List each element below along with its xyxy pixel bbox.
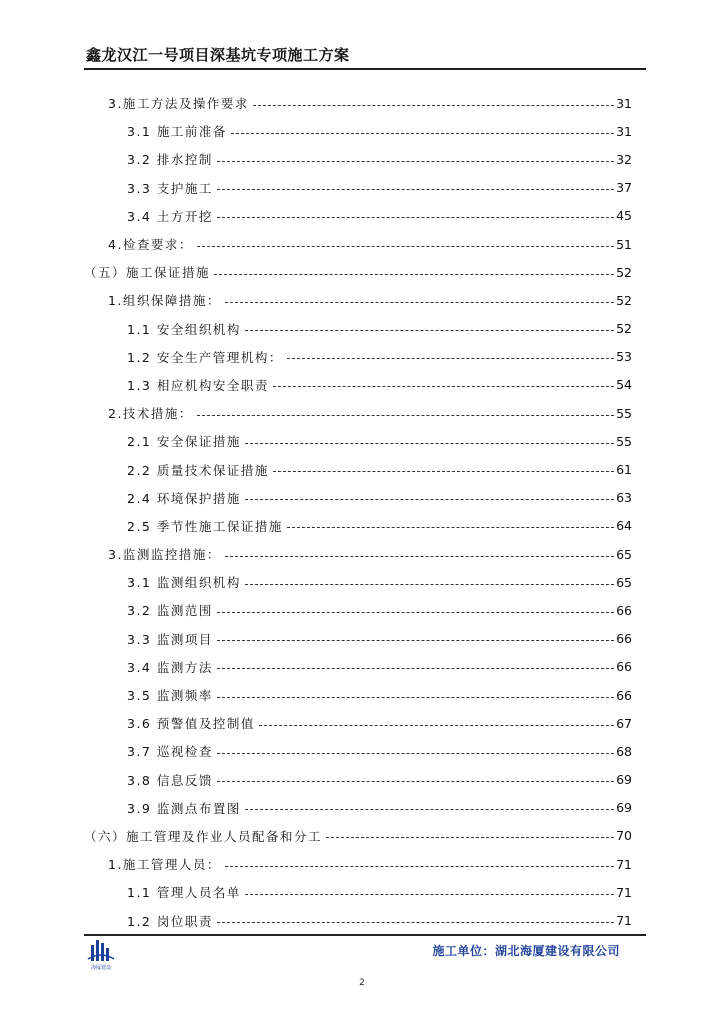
toc-entry-page-number: 61 <box>616 462 632 478</box>
toc-dot-leader <box>245 893 614 895</box>
page-number: 2 <box>359 978 365 988</box>
toc-dot-leader <box>231 132 614 134</box>
toc-entry-label: 2.技术措施： <box>108 406 193 422</box>
toc-dot-leader <box>225 865 614 867</box>
toc-entry-page-number: 51 <box>616 236 632 252</box>
toc-dot-leader <box>217 188 614 190</box>
table-of-contents <box>84 89 632 935</box>
toc-entry[interactable] <box>84 399 632 427</box>
header-divider <box>84 68 646 70</box>
toc-entry[interactable] <box>84 766 632 794</box>
toc-entry-label: 1.施工管理人员： <box>108 857 221 873</box>
toc-entry[interactable] <box>84 484 632 512</box>
toc-entry[interactable] <box>84 427 632 455</box>
toc-entry-page-number: 71 <box>616 856 632 872</box>
toc-entry-label: 3.5 监测频率 <box>127 688 213 704</box>
toc-entry[interactable] <box>84 258 632 286</box>
toc-entry-label: 3.2 排水控制 <box>127 152 213 168</box>
toc-entry-label: 3.6 预警值及控制值 <box>127 716 255 732</box>
toc-entry[interactable] <box>84 737 632 765</box>
footer-company-name: 施工单位：湖北海厦建设有限公司 <box>432 944 620 958</box>
toc-entry-page-number: 66 <box>616 687 632 703</box>
toc-dot-leader <box>217 696 614 698</box>
toc-dot-leader <box>197 245 614 247</box>
toc-entry[interactable] <box>84 681 632 709</box>
toc-entry[interactable] <box>84 343 632 371</box>
toc-dot-leader <box>273 470 614 472</box>
toc-entry-page-number: 65 <box>616 546 632 562</box>
toc-dot-leader <box>217 216 614 218</box>
toc-entry-label: 1.2 安全生产管理机构： <box>127 349 283 365</box>
toc-entry-label: （五）施工保证措施 <box>84 265 211 281</box>
footer-divider <box>84 934 646 936</box>
toc-entry[interactable] <box>84 455 632 483</box>
toc-dot-leader <box>217 921 614 923</box>
toc-entry-label: 2.1 安全保证措施 <box>127 434 241 450</box>
toc-entry-label: 3.4 监测方法 <box>127 659 213 675</box>
toc-entry-page-number: 66 <box>616 659 632 675</box>
toc-entry[interactable] <box>84 202 632 230</box>
toc-entry[interactable] <box>84 794 632 822</box>
toc-entry-label: 1.组织保障措施： <box>108 293 221 309</box>
toc-entry[interactable] <box>84 850 632 878</box>
document-header-title: 鑫龙汉江一号项目深基坑专项施工方案 <box>86 46 350 64</box>
toc-entry[interactable] <box>84 878 632 906</box>
toc-entry-label: 1.1 安全组织机构 <box>127 321 241 337</box>
toc-entry[interactable] <box>84 286 632 314</box>
toc-entry[interactable] <box>84 822 632 850</box>
toc-dot-leader <box>245 583 614 585</box>
company-logo-icon <box>86 937 116 971</box>
toc-entry-label: 3.1 施工前准备 <box>127 124 227 140</box>
toc-entry-page-number: 66 <box>616 602 632 618</box>
toc-entry-label: 3.施工方法及操作要求 <box>108 96 249 112</box>
toc-entry-page-number: 31 <box>616 123 632 139</box>
toc-dot-leader <box>326 836 614 838</box>
toc-dot-leader <box>287 526 614 528</box>
toc-entry-page-number: 52 <box>616 264 632 280</box>
toc-entry[interactable] <box>84 89 632 117</box>
toc-dot-leader <box>217 160 614 162</box>
toc-entry[interactable] <box>84 568 632 596</box>
toc-entry-page-number: 55 <box>616 433 632 449</box>
toc-entry-page-number: 68 <box>616 743 632 759</box>
toc-entry-label: 3.8 信息反馈 <box>127 772 213 788</box>
toc-entry-page-number: 31 <box>616 95 632 111</box>
toc-entry-page-number: 69 <box>616 800 632 816</box>
toc-entry-page-number: 53 <box>616 349 632 365</box>
toc-dot-leader <box>273 385 614 387</box>
toc-entry-label: 3.1 监测组织机构 <box>127 575 241 591</box>
toc-entry-page-number: 55 <box>616 405 632 421</box>
toc-entry-page-number: 70 <box>616 828 632 844</box>
logo-text: 海厦建设 <box>90 965 112 971</box>
toc-entry-label: 3.4 土方开挖 <box>127 208 213 224</box>
toc-entry[interactable] <box>84 371 632 399</box>
toc-entry[interactable] <box>84 315 632 343</box>
toc-entry-label: （六）施工管理及作业人员配备和分工 <box>84 828 323 844</box>
toc-entry-page-number: 63 <box>616 490 632 506</box>
toc-entry[interactable] <box>84 653 632 681</box>
toc-entry-label: 1.1 管理人员名单 <box>127 885 241 901</box>
toc-entry[interactable] <box>84 596 632 624</box>
toc-dot-leader <box>214 273 614 275</box>
toc-entry-label: 2.2 质量技术保证措施 <box>127 462 269 478</box>
toc-dot-leader <box>225 555 614 557</box>
toc-entry-page-number: 52 <box>616 321 632 337</box>
toc-dot-leader <box>225 301 614 303</box>
toc-entry-page-number: 69 <box>616 772 632 788</box>
toc-dot-leader <box>197 414 614 416</box>
toc-dot-leader <box>245 329 614 331</box>
toc-entry-label: 3.监测监控措施： <box>108 547 221 563</box>
toc-entry-label: 3.2 监测范围 <box>127 603 213 619</box>
toc-entry-label: 1.2 岗位职责 <box>127 913 213 929</box>
toc-entry[interactable] <box>84 625 632 653</box>
toc-dot-leader <box>217 667 614 669</box>
toc-entry-label: 3.9 监测点布置图 <box>127 800 241 816</box>
toc-entry[interactable] <box>84 117 632 145</box>
toc-entry[interactable] <box>84 709 632 737</box>
toc-entry-page-number: 37 <box>616 180 632 196</box>
toc-entry-page-number: 66 <box>616 631 632 647</box>
toc-dot-leader <box>245 442 614 444</box>
toc-entry-label: 4.检查要求： <box>108 237 193 253</box>
toc-entry-page-number: 71 <box>616 913 632 929</box>
toc-entry-label: 3.3 监测项目 <box>127 631 213 647</box>
toc-dot-leader <box>217 639 614 641</box>
toc-entry-page-number: 67 <box>616 715 632 731</box>
toc-entry-label: 3.3 支护施工 <box>127 180 213 196</box>
toc-entry-page-number: 71 <box>616 884 632 900</box>
toc-entry[interactable] <box>84 174 632 202</box>
toc-entry[interactable] <box>84 230 632 258</box>
toc-dot-leader <box>245 808 614 810</box>
toc-dot-leader <box>217 611 614 613</box>
toc-entry-page-number: 32 <box>616 151 632 167</box>
toc-dot-leader <box>253 104 614 106</box>
toc-entry[interactable] <box>84 145 632 173</box>
toc-entry-page-number: 64 <box>616 518 632 534</box>
toc-entry[interactable] <box>84 512 632 540</box>
toc-entry-page-number: 45 <box>616 208 632 224</box>
toc-entry-label: 1.3 相应机构安全职责 <box>127 377 269 393</box>
toc-entry-page-number: 52 <box>616 292 632 308</box>
toc-entry-label: 3.7 巡视检查 <box>127 744 213 760</box>
toc-dot-leader <box>287 357 614 359</box>
toc-entry[interactable] <box>84 906 632 934</box>
toc-entry-page-number: 54 <box>616 377 632 393</box>
toc-dot-leader <box>217 752 614 754</box>
toc-entry[interactable] <box>84 540 632 568</box>
toc-dot-leader <box>259 724 614 726</box>
toc-dot-leader <box>217 780 614 782</box>
toc-entry-page-number: 65 <box>616 574 632 590</box>
toc-entry-label: 2.5 季节性施工保证措施 <box>127 518 283 534</box>
toc-dot-leader <box>245 498 614 500</box>
toc-entry-label: 2.4 环境保护措施 <box>127 490 241 506</box>
